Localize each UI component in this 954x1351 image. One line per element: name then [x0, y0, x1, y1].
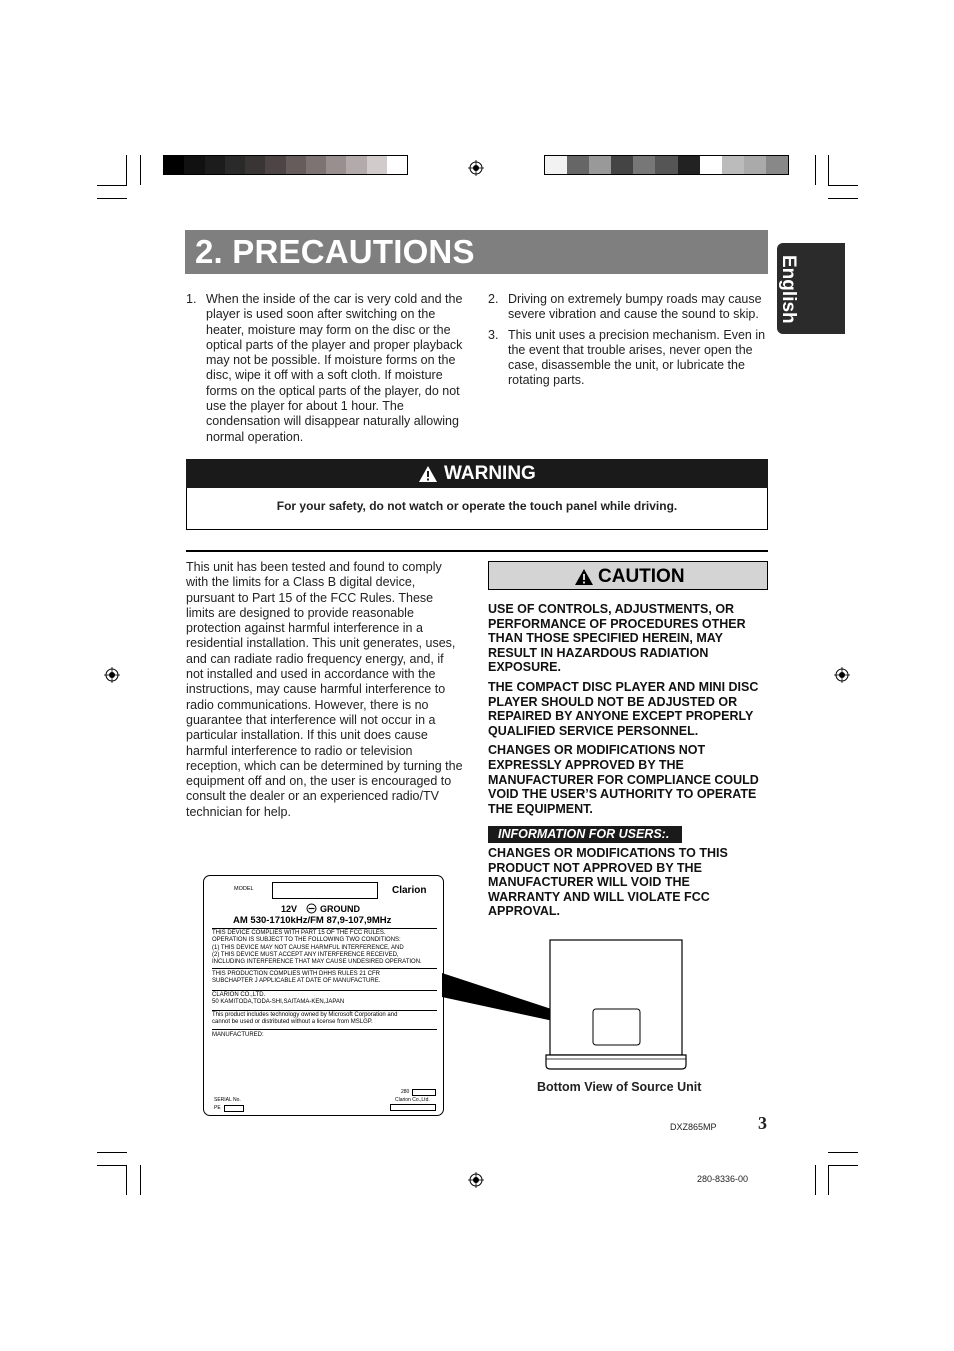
- plate-divider: [212, 968, 437, 969]
- grayscale-bar-left: [163, 155, 408, 175]
- caution-paragraph: CHANGES OR MODIFICATIONS NOT EXPRESSLY APPROVED BY THE MANUFACTURER FOR COMPLIANCE COULD VOID THE USER’S AUTHORITY TO OPERATE THE EQUIPMENT.: [488, 743, 759, 816]
- warning-triangle-icon: [574, 568, 594, 586]
- caution-paragraph: USE OF CONTROLS, ADJUSTMENTS, OR PERFORMANCE OF PROCEDURES OTHER THAN THOSE SPECIFIED HEREIN, MAY RESULT IN HAZARDOUS RADIATION EXPOSURE.: [488, 602, 746, 675]
- page-number: 3: [758, 1113, 767, 1133]
- plate-company-box: [390, 1104, 436, 1111]
- language-tab-label: English: [778, 255, 799, 324]
- plate-code-box: [412, 1089, 436, 1096]
- fcc-statement: This unit has been tested and found to comply with the limits for a Class B digital device, pursuant to Part 15 of the FCC Rules. These limits are designed to provide reasonable protection against harmful interference in a residential installation. This unit generates, uses, and can radiate radio frequency energy, and, if not installed and used in accordance with the instructions, may cause harmful interference to radio communications. However, there is no guarantee that interference will not occur in a particular installation. If this unit does cause harmful interference to radio or television reception, which can be determined by turning the equipment off and on, the user is encouraged to consult the dealer or an experienced radio/TV technician for help.: [186, 560, 463, 819]
- plate-pe: PE: [214, 1105, 221, 1111]
- list-number: 2.: [488, 292, 499, 306]
- warning-title: WARNING: [444, 463, 536, 484]
- plate-company: Clarion Co.,Ltd.: [395, 1097, 430, 1103]
- plate-fcc-text: THIS DEVICE COMPLIES WITH PART 15 OF THE FCC RULES. OPERATION IS SUBJECT TO THE FOLLOWING TWO CONDITIONS: (1) THIS DEVICE MAY NOT CAUSE HARMFUL INTERFERENCE, AND (2) THIS DEVICE MUST ACCEPT ANY INTERFERENCE RECEIVED, INCLUDING INTERFERENCE THAT MAY CAUSE UNDESIRED OPERATION.: [212, 930, 422, 966]
- plate-serial: SERIAL No.: [214, 1097, 241, 1103]
- registration-mark-icon: [468, 1172, 484, 1188]
- plate-dhhs-text: THIS PRODUCTION COMPLIES WITH DHHS RULES 21 CFR SUBCHAPTER J APPLICABLE AT DATE OF MANUFACTURE.: [212, 971, 381, 985]
- plate-brand: Clarion: [392, 885, 427, 896]
- plate-manufactured: MANUFACTURED:: [212, 1032, 264, 1038]
- divider: [186, 550, 768, 552]
- warning-text: For your safety, do not watch or operate the touch panel while driving.: [276, 499, 678, 513]
- document-code: 280-8336-00: [697, 1174, 749, 1184]
- plate-frequency-bands: AM 530-1710kHz/FM 87,9-107,9MHz: [233, 915, 392, 926]
- plate-code: 280: [401, 1089, 410, 1095]
- registration-mark-icon: [104, 667, 120, 683]
- caution-text: [488, 602, 770, 821]
- source-unit-bottom-view: [440, 935, 690, 1075]
- caution-paragraph: THE COMPACT DISC PLAYER AND MINI DISC PLAYER SHOULD NOT BE ADJUSTED OR REPAIRED BY ANYONE EXCEPT PROPERLY QUALIFIED SERVICE PERSONNEL.: [488, 679, 759, 738]
- warning-header: [186, 459, 768, 488]
- registration-mark-icon: [834, 667, 850, 683]
- caution-title: CAUTION: [598, 566, 685, 587]
- caution-header: [488, 561, 768, 590]
- list-text: When the inside of the car is very cold and the player is used soon after switching on the heater, moisture may form on the disc or the optical parts of the player and proper playback may not be possible. If moisture forms on the disc, wipe it off with a soft cloth. If moisture forms on the optical parts of the player, do not use the player for about 1 hour. The condensation will disappear naturally allowing normal operation.: [206, 292, 463, 444]
- list-item: [488, 292, 768, 323]
- list-number: 1.: [186, 292, 197, 306]
- plate-microsoft-notice: This product includes technology owned by Microsoft Corporation and cannot be used or distributed without a license from MSLGP.: [212, 1012, 398, 1026]
- info-for-users-label: INFORMATION FOR USERS:.: [488, 826, 682, 843]
- registration-mark-icon: [468, 160, 484, 176]
- precautions-list-right: [488, 292, 768, 394]
- plate-ground: GROUND: [320, 904, 360, 914]
- plate-power: 12V: [281, 904, 298, 914]
- warning-triangle-icon: [418, 465, 438, 483]
- list-number: 3.: [488, 327, 499, 342]
- plate-divider: [212, 1010, 437, 1011]
- precautions-list-left: [186, 292, 468, 450]
- list-text: Driving on extremely bumpy roads may cause severe vibration and cause the sound to skip.: [508, 292, 762, 322]
- rating-label-plate: [203, 875, 444, 1116]
- plate-divider: [212, 928, 437, 929]
- unit-caption: Bottom View of Source Unit: [537, 1080, 702, 1094]
- plate-pe-box: [224, 1105, 244, 1112]
- page-title: 2. PRECAUTIONS: [195, 233, 475, 270]
- info-for-users-text: CHANGES OR MODIFICATIONS TO THIS PRODUCT NOT APPROVED BY THE MANUFACTURER WILL VOID THE WARRANTY AND WILL VIOLATE FCC APPROVAL.: [488, 846, 728, 919]
- plate-divider: [212, 1029, 437, 1030]
- model-number: DXZ865MP: [670, 1122, 717, 1132]
- list-item: [488, 328, 768, 389]
- plate-model-box: [272, 882, 378, 899]
- plate-divider: [212, 990, 437, 991]
- color-bar-right: [544, 155, 789, 175]
- list-item: [186, 292, 468, 445]
- list-text: This unit uses a precision mechanism. Even in the event that trouble arises, never open the case, disassemble the unit, or lubricate the rotating parts.: [508, 327, 766, 388]
- ground-symbol-icon: [306, 903, 317, 914]
- plate-address: CLARION CO.,LTD. 50 KAMITODA,TODA-SHI,SAITAMA-KEN,JAPAN: [212, 992, 345, 1006]
- plate-model-label: MODEL: [234, 886, 254, 892]
